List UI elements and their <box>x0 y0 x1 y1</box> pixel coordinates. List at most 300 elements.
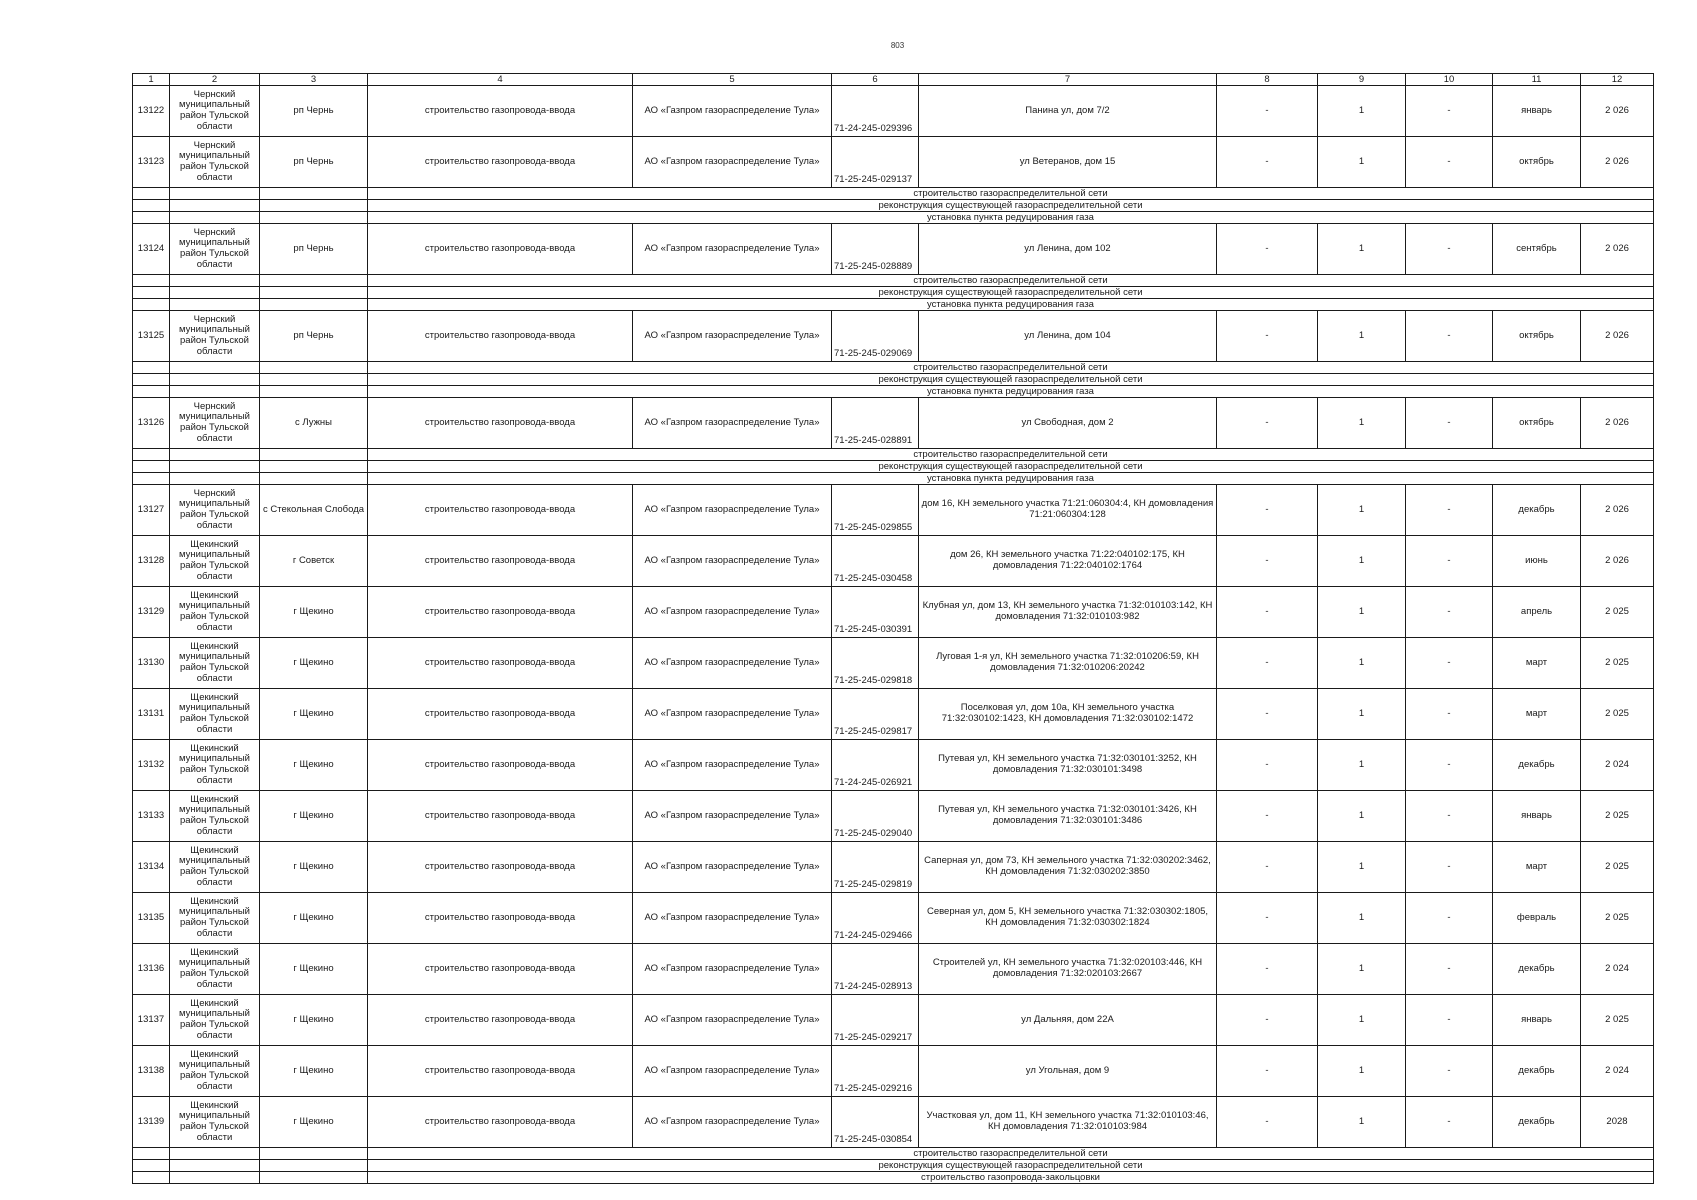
district-cell: Чернский муниципальный район Тульской области <box>170 311 260 362</box>
district-cell: Щекинский муниципальный район Тульской области <box>170 536 260 587</box>
col10-cell: - <box>1406 893 1493 944</box>
empty-cell <box>133 1172 170 1184</box>
year-cell: 2 026 <box>1581 536 1654 587</box>
table-row <box>133 791 1654 842</box>
empty-cell <box>260 287 368 299</box>
address-cell: Участковая ул, дом 11, КН земельного участка 71:32:010103:46, КН домовладения 71:32:010103:984 <box>919 1097 1217 1148</box>
subitem-row <box>133 200 1654 212</box>
empty-cell <box>133 212 170 224</box>
address-cell: Панина ул, дом 7/2 <box>919 86 1217 137</box>
empty-cell <box>133 1148 170 1160</box>
table-row <box>133 995 1654 1046</box>
year-cell: 2 026 <box>1581 86 1654 137</box>
district-cell: Щекинский муниципальный район Тульской области <box>170 587 260 638</box>
object-code-cell: 71-25-245-030391 <box>832 587 919 638</box>
empty-cell <box>133 449 170 461</box>
address-cell: ул Ленина, дом 102 <box>919 224 1217 275</box>
col8-cell: - <box>1217 638 1318 689</box>
year-cell: 2 025 <box>1581 587 1654 638</box>
empty-cell <box>170 275 260 287</box>
column-number-cell: 1 <box>133 74 170 86</box>
object-code-cell: 71-25-245-029040 <box>832 791 919 842</box>
col10-cell: - <box>1406 944 1493 995</box>
locality-cell: г Щекино <box>260 689 368 740</box>
subitem-row <box>133 461 1654 473</box>
subitem-text-cell: реконструкция существующей газораспределительной сети <box>368 374 1654 386</box>
work-type-cell: строительство газопровода-ввода <box>368 485 633 536</box>
month-cell: март <box>1493 842 1581 893</box>
empty-cell <box>260 1148 368 1160</box>
empty-cell <box>133 188 170 200</box>
column-number-cell: 10 <box>1406 74 1493 86</box>
col8-cell: - <box>1217 536 1318 587</box>
empty-cell <box>170 299 260 311</box>
subitem-row <box>133 449 1654 461</box>
page-number: 803 <box>890 41 905 50</box>
col8-cell: - <box>1217 995 1318 1046</box>
empty-cell <box>170 200 260 212</box>
subitem-row <box>133 362 1654 374</box>
locality-cell: рп Чернь <box>260 137 368 188</box>
empty-cell <box>170 188 260 200</box>
year-cell: 2 025 <box>1581 791 1654 842</box>
col10-cell: - <box>1406 791 1493 842</box>
col10-cell: - <box>1406 485 1493 536</box>
row-number-cell: 13131 <box>133 689 170 740</box>
month-cell: март <box>1493 689 1581 740</box>
locality-cell: г Щекино <box>260 893 368 944</box>
object-code-cell: 71-25-245-028891 <box>832 398 919 449</box>
subitem-text-cell: реконструкция существующей газораспределительной сети <box>368 461 1654 473</box>
organization-cell: АО «Газпром газораспределение Тула» <box>633 1097 832 1148</box>
district-cell: Щекинский муниципальный район Тульской области <box>170 842 260 893</box>
subitem-text-cell: установка пункта редуцирования газа <box>368 212 1654 224</box>
empty-cell <box>170 362 260 374</box>
empty-cell <box>260 1160 368 1172</box>
empty-cell <box>170 386 260 398</box>
object-code-cell: 71-25-245-029217 <box>832 995 919 1046</box>
object-code-cell: 71-24-245-028913 <box>832 944 919 995</box>
empty-cell <box>133 275 170 287</box>
organization-cell: АО «Газпром газораспределение Тула» <box>633 536 832 587</box>
district-cell: Щекинский муниципальный район Тульской области <box>170 689 260 740</box>
table-row <box>133 485 1654 536</box>
object-code-cell: 71-25-245-030458 <box>832 536 919 587</box>
table-row <box>133 536 1654 587</box>
object-code-cell: 71-25-245-029818 <box>832 638 919 689</box>
object-code-cell: 71-24-245-029466 <box>832 893 919 944</box>
subitem-text-cell: реконструкция существующей газораспределительной сети <box>368 1160 1654 1172</box>
col8-cell: - <box>1217 485 1318 536</box>
row-number-cell: 13127 <box>133 485 170 536</box>
subitem-row <box>133 386 1654 398</box>
subitem-text-cell: реконструкция существующей газораспределительной сети <box>368 200 1654 212</box>
empty-cell <box>260 386 368 398</box>
month-cell: октябрь <box>1493 137 1581 188</box>
col9-cell: 1 <box>1318 311 1406 362</box>
col10-cell: - <box>1406 398 1493 449</box>
col9-cell: 1 <box>1318 536 1406 587</box>
locality-cell: рп Чернь <box>260 224 368 275</box>
month-cell: декабрь <box>1493 740 1581 791</box>
empty-cell <box>133 200 170 212</box>
locality-cell: г Щекино <box>260 791 368 842</box>
district-cell: Чернский муниципальный район Тульской области <box>170 86 260 137</box>
row-number-cell: 13130 <box>133 638 170 689</box>
locality-cell: рп Чернь <box>260 86 368 137</box>
subitem-row <box>133 1160 1654 1172</box>
gasification-table <box>132 73 1654 1184</box>
address-cell: ул Дальняя, дом 22А <box>919 995 1217 1046</box>
empty-cell <box>170 287 260 299</box>
district-cell: Чернский муниципальный район Тульской области <box>170 485 260 536</box>
empty-cell <box>133 362 170 374</box>
object-code-cell: 71-25-245-029817 <box>832 689 919 740</box>
col10-cell: - <box>1406 638 1493 689</box>
column-number-cell: 6 <box>832 74 919 86</box>
col8-cell: - <box>1217 1046 1318 1097</box>
table-row <box>133 842 1654 893</box>
col10-cell: - <box>1406 689 1493 740</box>
subitem-row <box>133 275 1654 287</box>
month-cell: январь <box>1493 995 1581 1046</box>
col8-cell: - <box>1217 944 1318 995</box>
empty-cell <box>133 473 170 485</box>
table-row <box>133 398 1654 449</box>
row-number-cell: 13135 <box>133 893 170 944</box>
col9-cell: 1 <box>1318 485 1406 536</box>
empty-cell <box>260 1172 368 1184</box>
work-type-cell: строительство газопровода-ввода <box>368 893 633 944</box>
subitem-text-cell: строительство газораспределительной сети <box>368 362 1654 374</box>
address-cell: ул Свободная, дом 2 <box>919 398 1217 449</box>
row-number-cell: 13138 <box>133 1046 170 1097</box>
empty-cell <box>133 386 170 398</box>
organization-cell: АО «Газпром газораспределение Тула» <box>633 485 832 536</box>
empty-cell <box>133 1160 170 1172</box>
table-row <box>133 740 1654 791</box>
organization-cell: АО «Газпром газораспределение Тула» <box>633 689 832 740</box>
col9-cell: 1 <box>1318 398 1406 449</box>
work-type-cell: строительство газопровода-ввода <box>368 398 633 449</box>
col10-cell: - <box>1406 86 1493 137</box>
table-row <box>133 689 1654 740</box>
col8-cell: - <box>1217 842 1318 893</box>
empty-cell <box>170 1148 260 1160</box>
empty-cell <box>260 473 368 485</box>
address-cell: ул Угольная, дом 9 <box>919 1046 1217 1097</box>
subitem-text-cell: установка пункта редуцирования газа <box>368 386 1654 398</box>
col8-cell: - <box>1217 1097 1318 1148</box>
organization-cell: АО «Газпром газораспределение Тула» <box>633 587 832 638</box>
table-row <box>133 224 1654 275</box>
subitem-text-cell: строительство газораспределительной сети <box>368 188 1654 200</box>
month-cell: декабрь <box>1493 1097 1581 1148</box>
address-cell: Путевая ул, КН земельного участка 71:32:030101:3252, КН домовладения 71:32:030101:3498 <box>919 740 1217 791</box>
table-row <box>133 86 1654 137</box>
empty-cell <box>133 287 170 299</box>
col10-cell: - <box>1406 740 1493 791</box>
work-type-cell: строительство газопровода-ввода <box>368 842 633 893</box>
year-cell: 2 024 <box>1581 944 1654 995</box>
locality-cell: с Лужны <box>260 398 368 449</box>
locality-cell: с Стекольная Слобода <box>260 485 368 536</box>
month-cell: апрель <box>1493 587 1581 638</box>
col9-cell: 1 <box>1318 137 1406 188</box>
empty-cell <box>260 374 368 386</box>
table-row <box>133 944 1654 995</box>
organization-cell: АО «Газпром газораспределение Тула» <box>633 86 832 137</box>
row-number-cell: 13139 <box>133 1097 170 1148</box>
year-cell: 2 026 <box>1581 311 1654 362</box>
district-cell: Щекинский муниципальный район Тульской области <box>170 638 260 689</box>
work-type-cell: строительство газопровода-ввода <box>368 1097 633 1148</box>
locality-cell: г Советск <box>260 536 368 587</box>
empty-cell <box>133 299 170 311</box>
empty-cell <box>260 200 368 212</box>
address-cell: Северная ул, дом 5, КН земельного участка 71:32:030302:1805, КН домовладения 71:32:030302:1824 <box>919 893 1217 944</box>
object-code-cell: 71-25-245-029137 <box>832 137 919 188</box>
empty-cell <box>260 275 368 287</box>
col9-cell: 1 <box>1318 995 1406 1046</box>
district-cell: Щекинский муниципальный район Тульской области <box>170 944 260 995</box>
table-row <box>133 1097 1654 1148</box>
col8-cell: - <box>1217 311 1318 362</box>
col10-cell: - <box>1406 995 1493 1046</box>
subitem-text-cell: строительство газораспределительной сети <box>368 275 1654 287</box>
row-number-cell: 13134 <box>133 842 170 893</box>
column-number-cell: 5 <box>633 74 832 86</box>
district-cell: Чернский муниципальный район Тульской области <box>170 137 260 188</box>
month-cell: февраль <box>1493 893 1581 944</box>
locality-cell: г Щекино <box>260 995 368 1046</box>
col8-cell: - <box>1217 398 1318 449</box>
organization-cell: АО «Газпром газораспределение Тула» <box>633 893 832 944</box>
address-cell: Луговая 1-я ул, КН земельного участка 71:32:010206:59, КН домовладения 71:32:010206:20242 <box>919 638 1217 689</box>
work-type-cell: строительство газопровода-ввода <box>368 311 633 362</box>
organization-cell: АО «Газпром газораспределение Тула» <box>633 842 832 893</box>
empty-cell <box>170 449 260 461</box>
subitem-text-cell: строительство газораспределительной сети <box>368 449 1654 461</box>
district-cell: Чернский муниципальный район Тульской области <box>170 398 260 449</box>
year-cell: 2 024 <box>1581 1046 1654 1097</box>
subitem-text-cell: установка пункта редуцирования газа <box>368 473 1654 485</box>
empty-cell <box>170 374 260 386</box>
subitem-row <box>133 188 1654 200</box>
district-cell: Чернский муниципальный район Тульской области <box>170 224 260 275</box>
address-cell: ул Ленина, дом 104 <box>919 311 1217 362</box>
work-type-cell: строительство газопровода-ввода <box>368 995 633 1046</box>
col10-cell: - <box>1406 842 1493 893</box>
organization-cell: АО «Газпром газораспределение Тула» <box>633 995 832 1046</box>
locality-cell: г Щекино <box>260 587 368 638</box>
year-cell: 2028 <box>1581 1097 1654 1148</box>
col8-cell: - <box>1217 86 1318 137</box>
subitem-row <box>133 1148 1654 1160</box>
empty-cell <box>260 212 368 224</box>
empty-cell <box>260 461 368 473</box>
address-cell: Саперная ул, дом 73, КН земельного участка 71:32:030202:3462, КН домовладения 71:32:030202:3850 <box>919 842 1217 893</box>
locality-cell: г Щекино <box>260 638 368 689</box>
locality-cell: г Щекино <box>260 842 368 893</box>
month-cell: январь <box>1493 791 1581 842</box>
col9-cell: 1 <box>1318 791 1406 842</box>
locality-cell: рп Чернь <box>260 311 368 362</box>
object-code-cell: 71-25-245-028889 <box>832 224 919 275</box>
organization-cell: АО «Газпром газораспределение Тула» <box>633 944 832 995</box>
subitem-row <box>133 374 1654 386</box>
subitem-row <box>133 287 1654 299</box>
locality-cell: г Щекино <box>260 1097 368 1148</box>
col10-cell: - <box>1406 536 1493 587</box>
year-cell: 2 026 <box>1581 398 1654 449</box>
year-cell: 2 025 <box>1581 995 1654 1046</box>
empty-cell <box>170 473 260 485</box>
col9-cell: 1 <box>1318 1046 1406 1097</box>
col9-cell: 1 <box>1318 944 1406 995</box>
district-cell: Щекинский муниципальный район Тульской области <box>170 740 260 791</box>
object-code-cell: 71-24-245-026921 <box>832 740 919 791</box>
empty-cell <box>133 374 170 386</box>
row-number-cell: 13137 <box>133 995 170 1046</box>
row-number-cell: 13128 <box>133 536 170 587</box>
row-number-cell: 13133 <box>133 791 170 842</box>
table-row <box>133 311 1654 362</box>
empty-cell <box>260 299 368 311</box>
year-cell: 2 026 <box>1581 137 1654 188</box>
table-body <box>133 74 1654 1184</box>
col10-cell: - <box>1406 587 1493 638</box>
work-type-cell: строительство газопровода-ввода <box>368 1046 633 1097</box>
object-code-cell: 71-25-245-029216 <box>832 1046 919 1097</box>
col10-cell: - <box>1406 1046 1493 1097</box>
work-type-cell: строительство газопровода-ввода <box>368 740 633 791</box>
subitem-row <box>133 1172 1654 1184</box>
year-cell: 2 024 <box>1581 740 1654 791</box>
work-type-cell: строительство газопровода-ввода <box>368 86 633 137</box>
locality-cell: г Щекино <box>260 1046 368 1097</box>
object-code-cell: 71-25-245-029819 <box>832 842 919 893</box>
column-number-cell: 12 <box>1581 74 1654 86</box>
column-number-cell: 4 <box>368 74 633 86</box>
object-code-cell: 71-24-245-029396 <box>832 86 919 137</box>
organization-cell: АО «Газпром газораспределение Тула» <box>633 137 832 188</box>
month-cell: декабрь <box>1493 1046 1581 1097</box>
col8-cell: - <box>1217 893 1318 944</box>
column-number-cell: 11 <box>1493 74 1581 86</box>
col9-cell: 1 <box>1318 86 1406 137</box>
col9-cell: 1 <box>1318 740 1406 791</box>
col8-cell: - <box>1217 740 1318 791</box>
organization-cell: АО «Газпром газораспределение Тула» <box>633 791 832 842</box>
locality-cell: г Щекино <box>260 944 368 995</box>
object-code-cell: 71-25-245-029855 <box>832 485 919 536</box>
row-number-cell: 13126 <box>133 398 170 449</box>
district-cell: Щекинский муниципальный район Тульской области <box>170 893 260 944</box>
col9-cell: 1 <box>1318 587 1406 638</box>
work-type-cell: строительство газопровода-ввода <box>368 137 633 188</box>
address-cell: Клубная ул, дом 13, КН земельного участка 71:32:010103:142, КН домовладения 71:32:010103:982 <box>919 587 1217 638</box>
column-number-cell: 2 <box>170 74 260 86</box>
month-cell: декабрь <box>1493 485 1581 536</box>
row-number-cell: 13136 <box>133 944 170 995</box>
subitem-text-cell: установка пункта редуцирования газа <box>368 299 1654 311</box>
col10-cell: - <box>1406 311 1493 362</box>
row-number-cell: 13132 <box>133 740 170 791</box>
organization-cell: АО «Газпром газораспределение Тула» <box>633 1046 832 1097</box>
col8-cell: - <box>1217 689 1318 740</box>
work-type-cell: строительство газопровода-ввода <box>368 224 633 275</box>
empty-cell <box>260 188 368 200</box>
month-cell: октябрь <box>1493 398 1581 449</box>
col9-cell: 1 <box>1318 638 1406 689</box>
object-code-cell: 71-25-245-029069 <box>832 311 919 362</box>
column-number-cell: 3 <box>260 74 368 86</box>
column-number-row <box>133 74 1654 86</box>
work-type-cell: строительство газопровода-ввода <box>368 638 633 689</box>
year-cell: 2 025 <box>1581 893 1654 944</box>
organization-cell: АО «Газпром газораспределение Тула» <box>633 740 832 791</box>
table-row <box>133 137 1654 188</box>
work-type-cell: строительство газопровода-ввода <box>368 587 633 638</box>
organization-cell: АО «Газпром газораспределение Тула» <box>633 638 832 689</box>
row-number-cell: 13125 <box>133 311 170 362</box>
month-cell: январь <box>1493 86 1581 137</box>
work-type-cell: строительство газопровода-ввода <box>368 944 633 995</box>
row-number-cell: 13124 <box>133 224 170 275</box>
month-cell: октябрь <box>1493 311 1581 362</box>
col10-cell: - <box>1406 137 1493 188</box>
table-row <box>133 638 1654 689</box>
work-type-cell: строительство газопровода-ввода <box>368 689 633 740</box>
column-number-cell: 8 <box>1217 74 1318 86</box>
month-cell: июнь <box>1493 536 1581 587</box>
col9-cell: 1 <box>1318 842 1406 893</box>
district-cell: Щекинский муниципальный район Тульской области <box>170 1097 260 1148</box>
empty-cell <box>260 362 368 374</box>
col10-cell: - <box>1406 1097 1493 1148</box>
locality-cell: г Щекино <box>260 740 368 791</box>
empty-cell <box>170 1172 260 1184</box>
row-number-cell: 13129 <box>133 587 170 638</box>
col8-cell: - <box>1217 791 1318 842</box>
col9-cell: 1 <box>1318 1097 1406 1148</box>
col9-cell: 1 <box>1318 224 1406 275</box>
work-type-cell: строительство газопровода-ввода <box>368 791 633 842</box>
empty-cell <box>260 449 368 461</box>
col10-cell: - <box>1406 224 1493 275</box>
year-cell: 2 025 <box>1581 842 1654 893</box>
subitem-text-cell: реконструкция существующей газораспределительной сети <box>368 287 1654 299</box>
table-row <box>133 1046 1654 1097</box>
col8-cell: - <box>1217 137 1318 188</box>
subitem-row <box>133 299 1654 311</box>
object-code-cell: 71-25-245-030854 <box>832 1097 919 1148</box>
empty-cell <box>170 1160 260 1172</box>
month-cell: март <box>1493 638 1581 689</box>
empty-cell <box>133 461 170 473</box>
subitem-row <box>133 212 1654 224</box>
organization-cell: АО «Газпром газораспределение Тула» <box>633 398 832 449</box>
subitem-text-cell: строительство газораспределительной сети <box>368 1148 1654 1160</box>
address-cell: дом 16, КН земельного участка 71:21:060304:4, КН домовладения 71:21:060304:128 <box>919 485 1217 536</box>
table-row <box>133 587 1654 638</box>
table-row <box>133 893 1654 944</box>
year-cell: 2 026 <box>1581 224 1654 275</box>
month-cell: сентябрь <box>1493 224 1581 275</box>
empty-cell <box>170 212 260 224</box>
district-cell: Щекинский муниципальный район Тульской области <box>170 791 260 842</box>
